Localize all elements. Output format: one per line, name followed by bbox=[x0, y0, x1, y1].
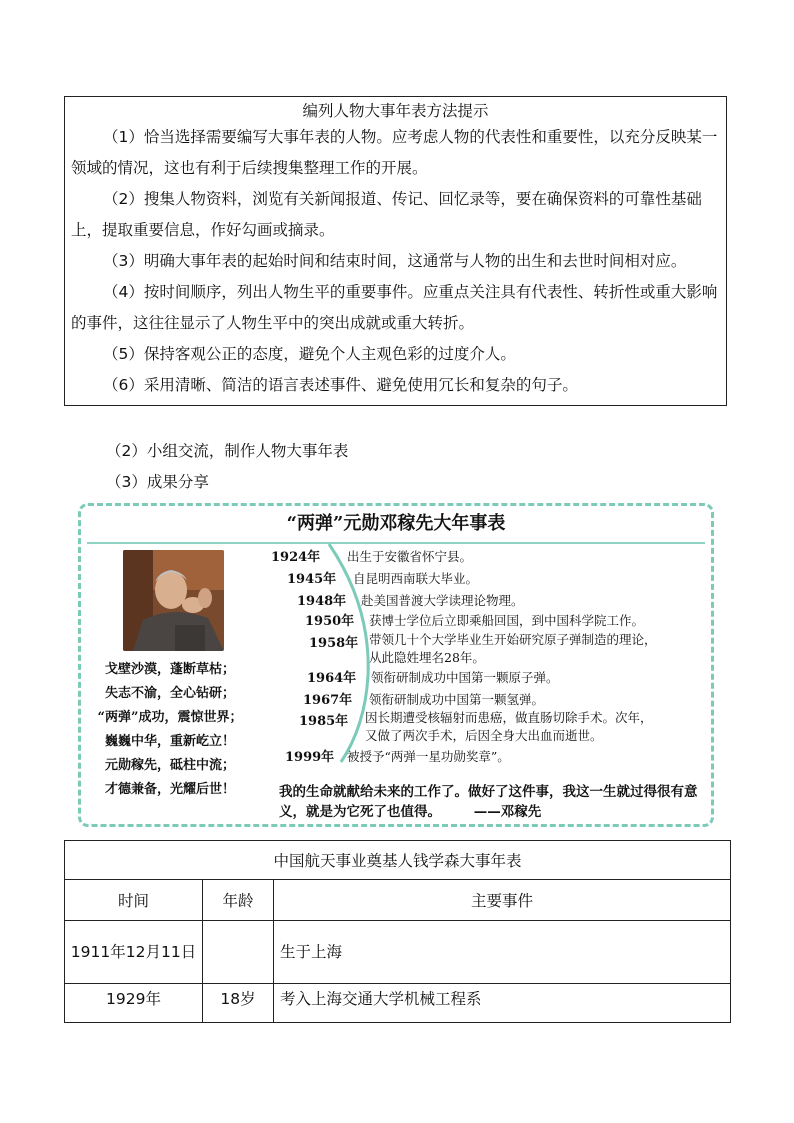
deng-jiaxian-chronology bbox=[78, 503, 714, 827]
timeline-event: 领衔研制成功中国第一颗氢弹。 bbox=[369, 692, 545, 707]
method-tips-box bbox=[64, 96, 727, 406]
timeline-event: 领衔研制成功中国第一颗原子弹。 bbox=[371, 670, 559, 685]
step-share-results: （3）成果分享 bbox=[106, 473, 209, 491]
timeline-year: 1964年 bbox=[307, 671, 357, 686]
table-title: 中国航天事业奠基人钱学森大事年表 bbox=[65, 841, 731, 880]
qian-xuesen-chronology-table bbox=[64, 840, 731, 1023]
poem-line: “两弹”成功，震惊世界； bbox=[97, 710, 243, 725]
tips-title: 编列人物大事年表方法提示 bbox=[302, 102, 489, 120]
quote-author: ——邓稼先 bbox=[473, 804, 542, 820]
header-time: 时间 bbox=[65, 880, 203, 921]
header-age: 年龄 bbox=[203, 880, 274, 921]
timeline-year: 1967年 bbox=[303, 693, 353, 708]
tip-item: （6）采用清晰、简洁的语言表述事件、避免使用冗长和复杂的句子。 bbox=[103, 376, 578, 394]
timeline-event: 赴美国普渡大学读理论物理。 bbox=[361, 593, 524, 608]
timeline-year: 1985年 bbox=[299, 714, 349, 729]
timeline-event: 被授予“两弹一星功勋奖章”。 bbox=[347, 749, 510, 764]
timeline-year: 1945年 bbox=[287, 572, 337, 587]
tip-item: （2）搜集人物资料，浏览有关新闻报道、传记、回忆录等，要在确保资料的可靠性基础上，提取重要信息，作好勾画或摘录。 bbox=[71, 190, 702, 239]
timeline-year: 1958年 bbox=[309, 636, 359, 651]
timeline-event: 获博士学位后立即乘船回国，到中国科学院工作。 bbox=[369, 613, 645, 628]
cell-event: 考入上海交通大学机械工程系 bbox=[274, 984, 731, 1023]
timeline-event: 自昆明西南联大毕业。 bbox=[353, 571, 479, 586]
cell-age bbox=[203, 921, 274, 984]
poem-line: 失志不渝，全心钻研； bbox=[104, 686, 235, 701]
timeline-event: 从此隐姓埋名28年。 bbox=[369, 650, 485, 665]
cell-time: 1929年 bbox=[65, 984, 203, 1023]
header-main-events: 主要事件 bbox=[274, 880, 731, 921]
table-row bbox=[65, 984, 731, 1023]
tip-item: （4）按时间顺序，列出人物生平的重要事件。应重点关注具有代表性、转折性或重大影响的事件，这往往显示了人物生平中的突出成就或重大转折。 bbox=[71, 283, 718, 332]
cell-event: 生于上海 bbox=[274, 921, 731, 984]
timeline-event: 出生于安徽省怀宁县。 bbox=[347, 549, 473, 564]
quote-text: 我的生命就献给未来的工作了。做好了这件事，我这一生就过得很有意义，就是为它死了也值得。 bbox=[279, 784, 698, 820]
step-group-discussion: （2）小组交流，制作人物大事年表 bbox=[106, 442, 349, 460]
tip-item: （5）保持客观公正的态度，避免个人主观色彩的过度介人。 bbox=[103, 345, 516, 363]
tip-item: （1）恰当选择需要编写大事年表的人物。应考虑人物的代表性和重要性，以充分反映某一领域的情况，这也有利于后续搜集整理工作的开展。 bbox=[71, 128, 718, 177]
timeline-year: 1950年 bbox=[305, 614, 355, 629]
timeline-event: 又做了两次手术，后因全身大出血而逝世。 bbox=[365, 728, 603, 743]
timeline-year: 1924年 bbox=[271, 550, 321, 565]
deng-quote bbox=[279, 782, 699, 822]
timeline-year: 1999年 bbox=[285, 750, 335, 765]
poem-line: 元勋稼先，砥柱中流； bbox=[104, 758, 235, 773]
deng-chronology-title: “两弹”元勋邓稼先大年事表 bbox=[286, 513, 506, 534]
cell-time: 1911年12月11日 bbox=[65, 921, 203, 984]
table-row bbox=[65, 921, 731, 984]
poem-line: 巍巍中华，重新屹立！ bbox=[104, 734, 235, 749]
poem-line: 才德兼备，光耀后世！ bbox=[104, 782, 235, 797]
tip-item: （3）明确大事年表的起始时间和结束时间，这通常与人物的出生和去世时间相对应。 bbox=[103, 252, 687, 270]
poem-line: 戈壁沙漠，蓬断草枯； bbox=[104, 662, 235, 677]
cell-age: 18岁 bbox=[203, 984, 274, 1023]
timeline-year: 1948年 bbox=[297, 594, 347, 609]
timeline-event: 带领几十个大学毕业生开始研究原子弹制造的理论， bbox=[369, 632, 657, 647]
timeline-event: 因长期遭受核辐射而患癌，做直肠切除手术。次年， bbox=[365, 710, 653, 725]
